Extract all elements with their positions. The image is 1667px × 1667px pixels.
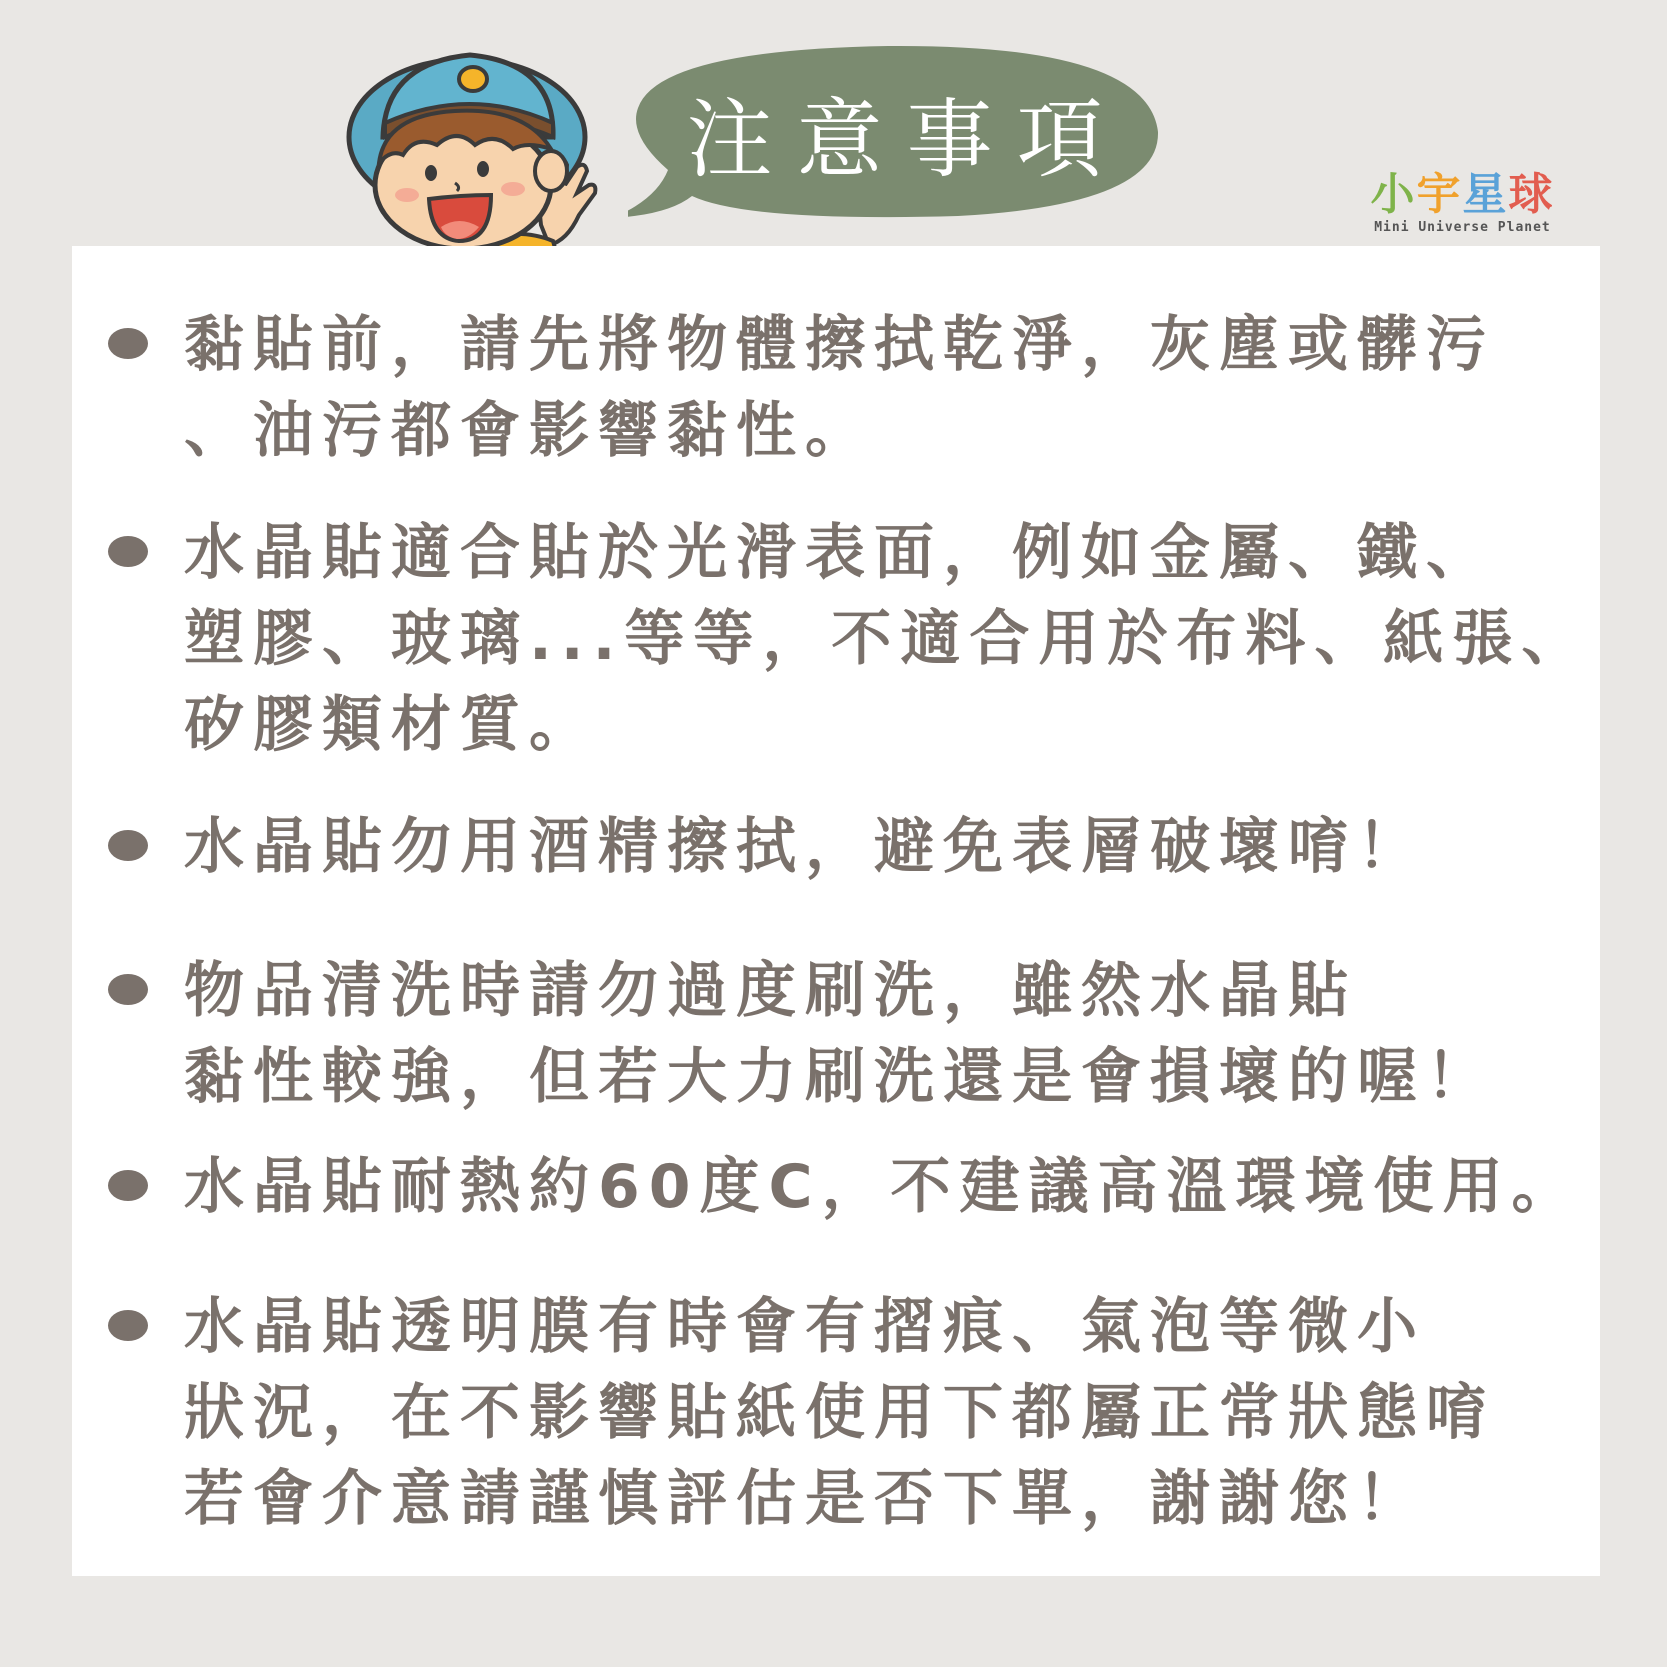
bullet-dot-icon [108, 1310, 148, 1341]
mascot-boy-icon [345, 45, 605, 255]
note-text: 水晶貼適合貼於光滑表面，例如金屬、鐵、 塑膠、玻璃...等等，不適合用於布料、紙張、 矽膠類材質。 [184, 518, 1591, 760]
bullet-dot-icon [108, 1170, 148, 1201]
note-text: 水晶貼勿用酒精擦拭，避免表層破壞唷！ [184, 812, 1426, 882]
brand-name [1360, 170, 1565, 220]
note-text: 物品清洗時請勿過度刷洗，雖然水晶貼 黏性較強，但若大力刷洗還是會損壞的喔！ [184, 956, 1495, 1112]
brand-subtitle: Mini Universe Planet [1374, 220, 1551, 235]
note-text: 黏貼前，請先將物體擦拭乾淨，灰塵或髒污 、油污都會影響黏性。 [184, 310, 1495, 466]
notes-card [72, 246, 1600, 1576]
page-title: 注意事項 [686, 90, 1127, 190]
bullet-dot-icon [108, 974, 148, 1005]
bullet-dot-icon [108, 536, 148, 567]
brand-char: 球 [1508, 169, 1555, 220]
brand-logo [1360, 170, 1565, 245]
note-text: 水晶貼耐熱約60度C，不建議高溫環境使用。 [184, 1152, 1581, 1222]
bullet-dot-icon [108, 328, 148, 359]
bullet-dot-icon [108, 830, 148, 861]
brand-char: 宇 [1416, 169, 1463, 220]
brand-char: 星 [1462, 169, 1509, 220]
note-text: 水晶貼透明膜有時會有摺痕、氣泡等微小 狀況，在不影響貼紙使用下都屬正常狀態唷 若會介意請謹慎評估是否下單，謝謝您！ [184, 1292, 1495, 1534]
brand-char: 小 [1370, 169, 1417, 220]
